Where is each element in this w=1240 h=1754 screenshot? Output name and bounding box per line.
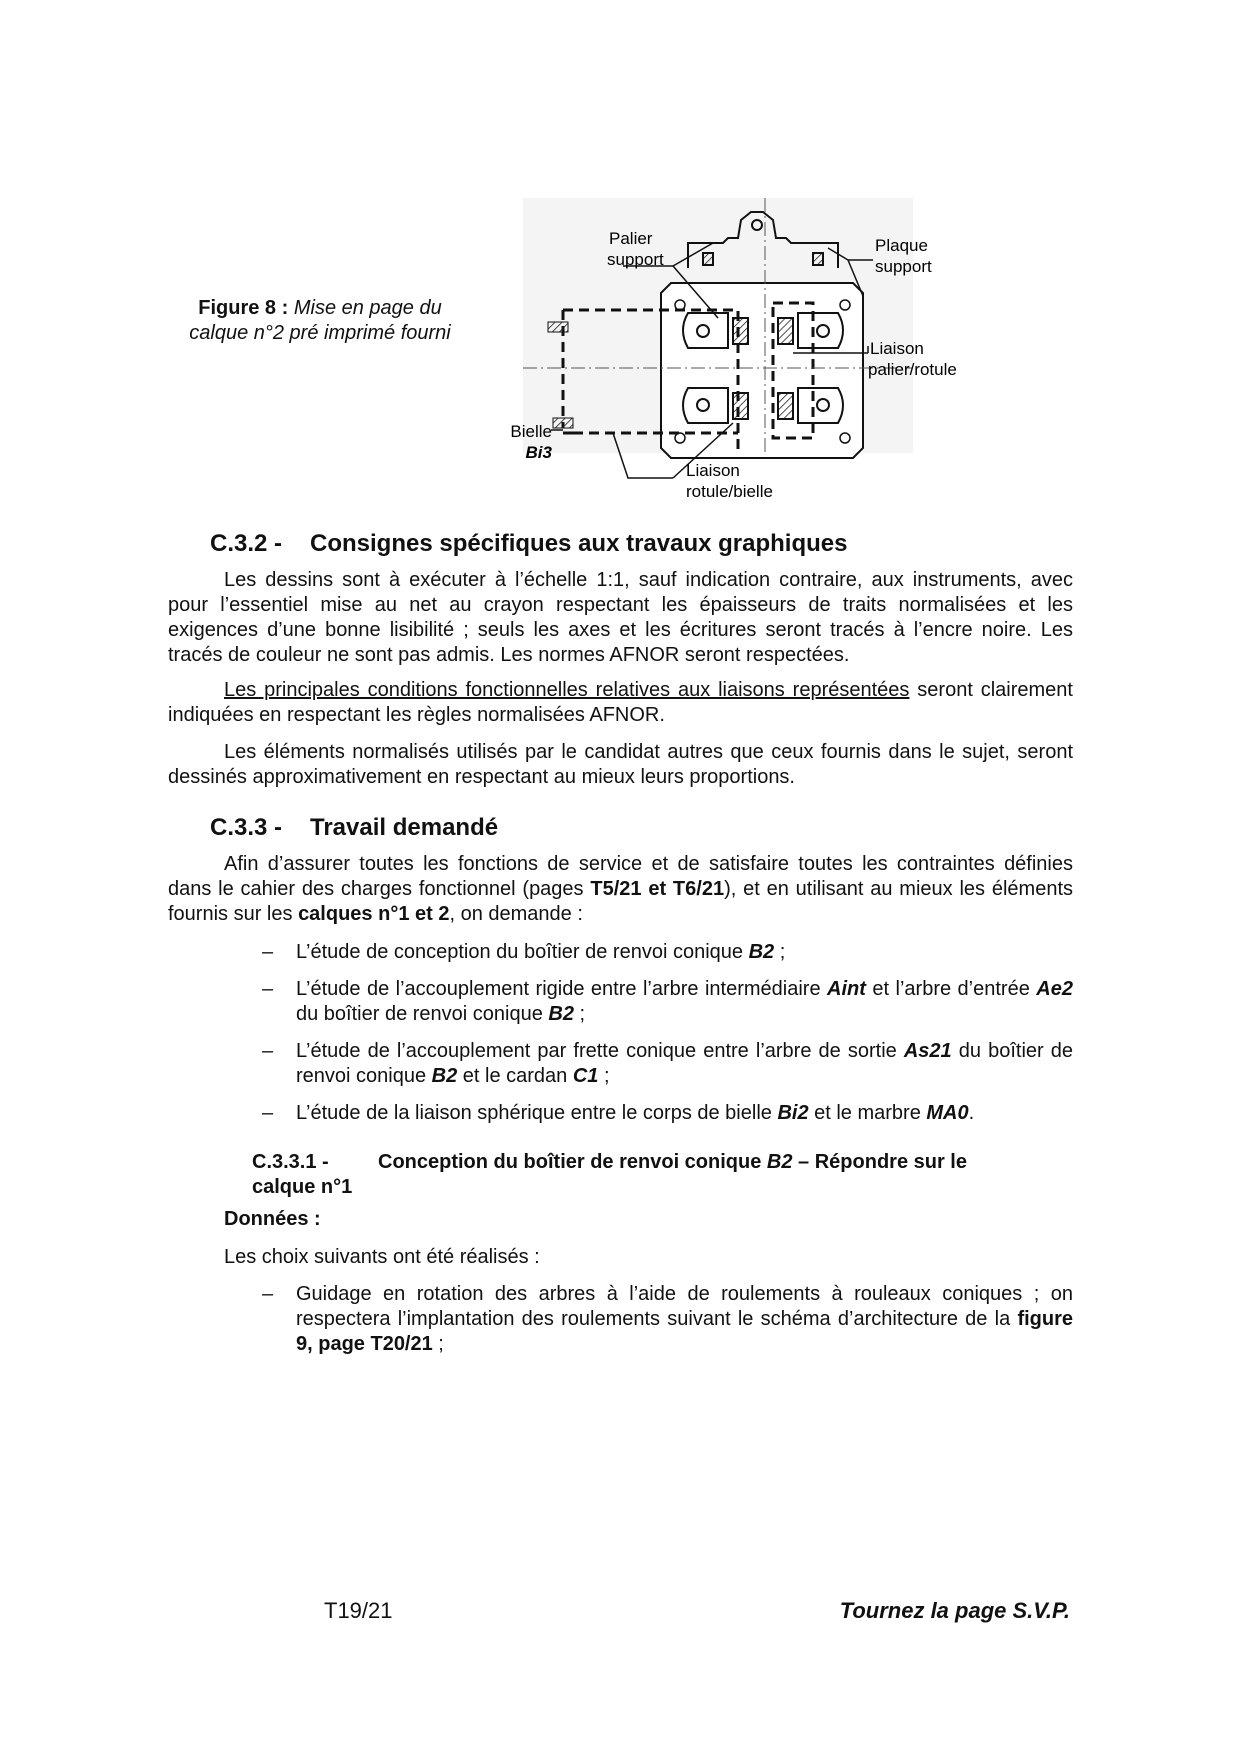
item1-text: L’étude de conception du boîtier de renvoi conique	[296, 941, 749, 963]
intro-text-1: Afin d’assurer toutes les fonctions de service et de satisfaire toutes les contraintes définies dans le cahier des charges fonctionnel (pages	[168, 853, 1073, 900]
dash-bullet: –	[262, 978, 274, 1000]
heading-c331-title-a: Conception du boîtier de renvoi conique	[378, 1151, 767, 1173]
item3-text-b: du boîtier de renvoi conique	[296, 1040, 1073, 1087]
bielle-part-bottom	[553, 418, 573, 428]
choice1-text: Guidage en rotation des arbres à l’aide de roulements à rouleaux coniques ; on respectera l’implantation des roulements suivant le schéma d’architecture de la	[296, 1283, 1073, 1330]
label-palier-rotule: palier/rotule	[868, 360, 957, 379]
intro-text-3: , on demande :	[449, 903, 583, 925]
item4-bi2: Bi2	[777, 1102, 809, 1124]
label-plaque-support: support	[875, 257, 932, 276]
figure-8-drawing	[510, 198, 1013, 513]
label-rotule-bielle: rotule/bielle	[686, 482, 773, 501]
list-item	[262, 940, 1073, 965]
paragraph-c32-2	[168, 678, 1073, 728]
item4-text-b: et le marbre	[808, 1102, 927, 1124]
technical-drawing-svg	[510, 198, 1013, 513]
heading-c32-number: C.3.2 -	[210, 530, 283, 557]
list-item	[262, 1282, 1073, 1357]
figure-caption-label: Figure 8 :	[198, 297, 289, 319]
figure-caption	[160, 296, 480, 346]
choix-text: Les choix suivants ont été réalisés :	[224, 1246, 540, 1268]
choice1-end: ;	[432, 1333, 444, 1355]
heading-c331-b2: B2	[766, 1151, 793, 1173]
page-number: T19/21	[324, 1598, 393, 1623]
donnees-label: Données :	[224, 1208, 321, 1230]
underlined-conditions: Les principales conditions fonctionnelles relatives aux liaisons représentées	[224, 679, 910, 701]
item3-b2: B2	[431, 1065, 458, 1087]
paragraph-c33-intro	[168, 852, 1073, 927]
heading-c331-line2: calque n°1	[252, 1176, 353, 1198]
item4-text-a: L’étude de la liaison sphérique entre le corps de bielle	[296, 1102, 778, 1124]
list-item	[262, 977, 1073, 1027]
label-plaque: Plaque	[875, 236, 928, 255]
intro-pages: T5/21 et T6/21	[590, 878, 725, 900]
intro-calques: calques n°1 et 2	[298, 903, 450, 925]
choices-list	[262, 1282, 1073, 1357]
item4-end: .	[968, 1102, 975, 1124]
item2-ae2: Ae2	[1036, 978, 1073, 1000]
item1-b2: B2	[748, 941, 775, 963]
paragraph-c32-3: Les éléments normalisés utilisés par le candidat autres que ceux fournis dans le sujet, seront dessinés approximativement en respectant au mieux leurs proportions.	[168, 741, 1073, 788]
list-item	[262, 1039, 1073, 1089]
heading-c32-title: Consignes spécifiques aux travaux graphiques	[310, 530, 848, 557]
label-bi3: Bi3	[525, 443, 552, 462]
item3-text-c: et le cardan	[457, 1065, 573, 1087]
intro-text-2: ), et en utilisant au mieux les éléments fournis sur les	[168, 878, 1073, 925]
paragraph-c32-1: Les dessins sont à exécuter à l’échelle 1:1, sauf indication contraire, aux instruments, avec pour l’essentiel mise au net au crayon respectant les épaisseurs de traits normalisées et les exigences d’une bonne lisibilité ; seuls les axes et les écritures seront tracés à l’encre noire. Les tracés de couleur ne sont pas admis. Les normes AFNOR seront respectées.	[168, 569, 1073, 666]
item1-end: ;	[774, 941, 786, 963]
dash-bullet: –	[262, 1283, 274, 1305]
paragraph-c32-2-rest: seront clairement indiquées en respectant les règles normalisées AFNOR.	[168, 679, 1073, 726]
label-bielle: Bielle	[510, 422, 552, 441]
item3-c1: C1	[572, 1065, 599, 1087]
item2-text-c: du boîtier de renvoi conique	[296, 1003, 549, 1025]
item3-end: ;	[598, 1065, 610, 1087]
heading-c331	[252, 1150, 1072, 1200]
item3-as21: As21	[903, 1040, 952, 1062]
dash-bullet: –	[262, 941, 274, 963]
heading-c331-number: C.3.3.1 -	[252, 1151, 329, 1173]
label-palier: Palier	[609, 229, 653, 248]
heading-c32	[210, 530, 848, 558]
item2-aint: Aint	[827, 978, 866, 1000]
heading-c33-title: Travail demandé	[310, 814, 499, 841]
item2-end: ;	[573, 1003, 586, 1025]
item2-text-b: et l’arbre d’entrée	[865, 978, 1037, 1000]
item3-text-a: L’étude de l’accouplement par frette conique entre l’arbre de sortie	[296, 1040, 904, 1062]
requirements-list	[262, 940, 1073, 1126]
heading-c33-number: C.3.3 -	[210, 814, 283, 841]
label-liaison-rb: Liaison	[686, 461, 740, 480]
dash-bullet: –	[262, 1040, 274, 1062]
figure-caption-text-1: Mise en page du	[293, 297, 442, 319]
item2-text-a: L’étude de l’accouplement rigide entre l’arbre intermédiaire	[296, 978, 828, 1000]
turn-page-note: Tournez la page S.V.P.	[839, 1598, 1070, 1623]
heading-c33	[210, 814, 498, 842]
bielle-part-top	[548, 322, 568, 332]
dash-bullet: –	[262, 1102, 274, 1124]
item4-ma0: MA0	[926, 1102, 969, 1124]
item2-b2: B2	[548, 1003, 574, 1025]
label-liaison-pr: Liaison	[870, 339, 924, 358]
choice1-figure-ref: figure 9, page T20/21	[296, 1308, 1073, 1355]
heading-c331-title-b: – Répondre sur le	[792, 1151, 967, 1173]
list-item	[262, 1101, 1073, 1126]
figure-caption-text-2: calque n°2 pré imprimé fourni	[189, 322, 451, 344]
label-support: support	[607, 250, 664, 269]
